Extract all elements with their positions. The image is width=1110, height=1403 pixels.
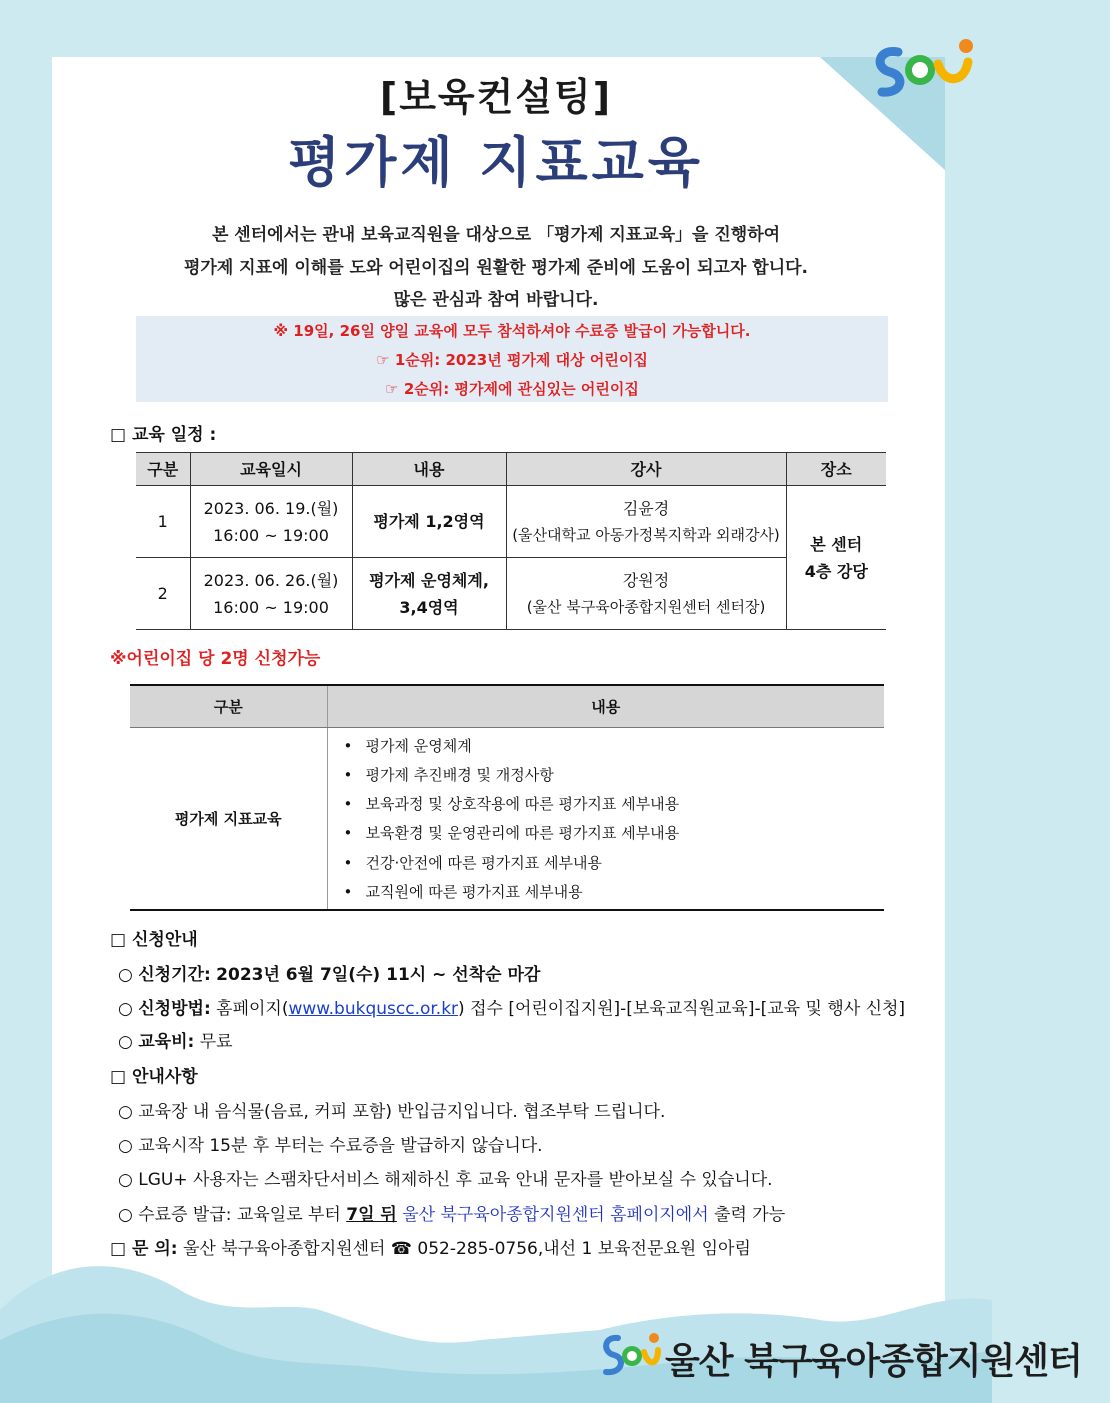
footer-logo-icon	[600, 1328, 660, 1384]
homepage-link[interactable]: www.bukquscc.or.kr	[288, 999, 459, 1019]
application-period: ○ 신청기간: 2023년 6월 7일(수) 11시 ~ 선착순 마감	[118, 965, 541, 985]
curriculum-table	[130, 684, 884, 911]
row-time: 16:00 ~ 19:00	[213, 597, 329, 617]
list-item: • 평가제 추진배경 및 개정사항	[344, 761, 885, 790]
row-time: 16:00 ~ 19:00	[213, 525, 329, 545]
curriculum-list	[328, 728, 885, 910]
notice-line-priority-1: ☞ 1순위: 2023년 평가제 대상 어린이집	[376, 351, 648, 369]
notice-box	[136, 316, 888, 402]
footer-org-name: 울산 북구육아종합지원센터	[665, 1341, 1082, 1382]
list-item: • 보육환경 및 운영관리에 따른 평가지표 세부내용	[344, 819, 885, 848]
fee-value: 무료	[199, 1032, 233, 1052]
fee-label: 교육비:	[138, 1032, 195, 1052]
row-date: 2023. 06. 19.(월)	[203, 498, 339, 518]
list-item: • 교직원에 따른 평가지표 세부내용	[344, 878, 885, 907]
intro-line-1: 본 센터에서는 관내 보육교직원을 대상으로 「평가제 지표교육」을 진행하여	[211, 225, 781, 245]
guide-item: ○ 교육시작 15분 후 부터는 수료증을 발급하지 않습니다.	[118, 1136, 543, 1156]
guide-item: ○ LGU+ 사용자는 스팸차단서비스 해제하신 후 교육 안내 문자를 받아보실 수 있습니다.	[118, 1170, 773, 1190]
table-row	[136, 486, 886, 558]
row-date: 2023. 06. 26.(월)	[203, 570, 339, 590]
period-value: 2023년 6월 7일(수) 11시 ~ 선착순 마감	[216, 965, 541, 985]
row-lecturer: 강원정	[622, 570, 670, 590]
method-suffix: ) 접수 [어린이집지원]-[보육교직원교육]-[교육 및 행사 신청]	[458, 999, 906, 1019]
contact-label: □ 문 의:	[110, 1239, 178, 1259]
page-title: 평가제 지표교육	[288, 131, 704, 194]
row-no: 2	[136, 558, 190, 630]
schedule-table	[136, 452, 886, 630]
notice-line-priority-2: ☞ 2순위: 평가제에 관심있는 어린이집	[385, 380, 639, 398]
table-row	[136, 558, 886, 630]
curriculum-category: 평가제 지표교육	[130, 727, 327, 910]
method-prefix: 홈페이지(	[216, 999, 289, 1019]
row-lecturer-title: (울산대학교 아동가정복지학과 외래강사)	[512, 525, 780, 544]
cert-prefix: 수료증 발급: 교육일로 부터	[138, 1205, 341, 1225]
place-line-2: 4층 강당	[804, 561, 868, 581]
row-lecturer-title: (울산 북구육아종합지원센터 센터장)	[526, 597, 766, 616]
curriculum-header-category: 구분	[130, 685, 327, 727]
list-item: • 건강·안전에 따른 평가지표 세부내용	[344, 849, 885, 878]
schedule-header-no: 구분	[136, 453, 190, 486]
guide-item: ○ 교육장 내 음식물(음료, 커피 포함) 반입금지입니다. 협조부탁 드립니다.	[118, 1102, 666, 1122]
application-method: ○ 신청방법: 홈페이지(www.bukquscc.or.kr) 접수 [어린이집지원]-[보육교직원교육]-[교육 및 행사 신청]	[118, 999, 906, 1019]
schedule-header-date: 교육일시	[190, 453, 352, 486]
subtitle: [보육컨설팅]	[379, 75, 613, 119]
contact-value: 울산 북구육아종합지원센터 ☎ 052-285-0756,내선 1 보육전문요원 임아림	[182, 1239, 751, 1259]
guide-item-text: LGU+ 사용자는 스팸차단서비스 해제하신 후 교육 안내 문자를 받아보실 수 있습니다.	[138, 1170, 773, 1190]
row-lecturer: 김윤경	[622, 498, 670, 518]
schedule-header-lecturer: 강사	[506, 453, 786, 486]
guide-item-text: 교육장 내 음식물(음료, 커피 포함) 반입금지입니다. 협조부탁 드립니다.	[138, 1102, 666, 1122]
cert-suffix: 출력 가능	[714, 1205, 786, 1225]
notice-line-attendance: ※ 19일, 26일 양일 교육에 모두 참석하셔야 수료증 발급이 가능합니다.	[273, 322, 751, 340]
row-content-2: 3,4영역	[399, 597, 459, 617]
intro-line-3: 많은 관심과 참여 바랍니다.	[393, 290, 599, 310]
row-content: 평가제 1,2영역	[373, 512, 485, 531]
schedule-header-content: 내용	[352, 453, 506, 486]
method-label: 신청방법:	[138, 999, 211, 1019]
cert-site: 울산 북구육아종합지원센터 홈페이지에서	[402, 1205, 709, 1225]
application-fee: ○ 교육비: 무료	[118, 1032, 233, 1052]
guide-item-certificate: ○ 수료증 발급: 교육일로 부터 7일 뒤 울산 북구육아종합지원센터 홈페이지에서 출력 가능	[118, 1205, 786, 1225]
list-item: • 보육과정 및 상호작용에 따른 평가지표 세부내용	[344, 790, 885, 819]
cert-days: 7일 뒤	[346, 1205, 397, 1225]
contact-line	[110, 1234, 1102, 1259]
schedule-header-place: 장소	[786, 453, 886, 486]
row-content: 평가제 운영체계,	[369, 570, 489, 590]
application-section-label: □ 신청안내	[110, 930, 198, 950]
curriculum-header-content: 내용	[327, 685, 884, 727]
list-item: • 평가제 운영체계	[344, 732, 885, 761]
schedule-section-label: □ 교육 일정 :	[110, 425, 217, 445]
place-line-1: 본 센터	[810, 534, 863, 554]
guide-section-label: □ 안내사항	[110, 1067, 198, 1087]
limit-note: ※어린이집 당 2명 신청가능	[110, 649, 321, 669]
period-label: 신청기간:	[138, 965, 211, 985]
guide-item-text: 교육시작 15분 후 부터는 수료증을 발급하지 않습니다.	[138, 1136, 543, 1156]
intro-line-2: 평가제 지표에 이해를 도와 어린이집의 원활한 평가제 준비에 도움이 되고자 합니다.	[184, 258, 808, 278]
row-no: 1	[136, 486, 190, 558]
